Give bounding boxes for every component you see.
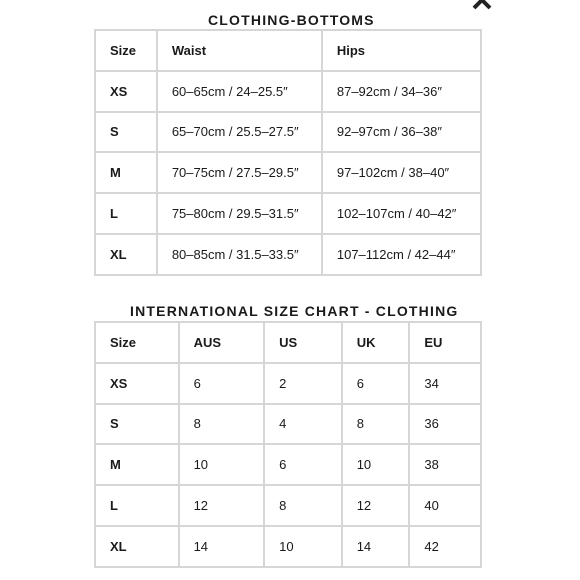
hips-cell: 97–102cm / 38–40″ bbox=[322, 152, 481, 193]
us-cell: 8 bbox=[264, 485, 342, 526]
us-cell: 6 bbox=[264, 444, 342, 485]
size-cell: M bbox=[95, 444, 179, 485]
table-row bbox=[95, 152, 481, 193]
international-chart-title: INTERNATIONAL SIZE CHART - CLOTHING bbox=[130, 303, 459, 319]
table-row bbox=[95, 526, 481, 567]
size-cell: L bbox=[95, 193, 157, 234]
hips-cell: 87–92cm / 34–36″ bbox=[322, 71, 481, 112]
header-hips: Hips bbox=[322, 30, 481, 71]
table-row bbox=[95, 112, 481, 153]
bottoms-chart-title: CLOTHING-BOTTOMS bbox=[208, 12, 375, 28]
uk-cell: 8 bbox=[342, 404, 410, 445]
size-cell: L bbox=[95, 485, 179, 526]
eu-cell: 42 bbox=[409, 526, 481, 567]
uk-cell: 14 bbox=[342, 526, 410, 567]
eu-cell: 36 bbox=[409, 404, 481, 445]
aus-cell: 14 bbox=[179, 526, 265, 567]
aus-cell: 8 bbox=[179, 404, 265, 445]
size-cell: S bbox=[95, 112, 157, 153]
hips-cell: 92–97cm / 36–38″ bbox=[322, 112, 481, 153]
aus-cell: 12 bbox=[179, 485, 265, 526]
size-cell: XL bbox=[95, 234, 157, 275]
table-row bbox=[95, 234, 481, 275]
close-icon[interactable] bbox=[470, 0, 494, 12]
header-us: US bbox=[264, 322, 342, 363]
table-row bbox=[95, 485, 481, 526]
eu-cell: 34 bbox=[409, 363, 481, 404]
table-header-row bbox=[95, 30, 481, 71]
aus-cell: 6 bbox=[179, 363, 265, 404]
header-uk: UK bbox=[342, 322, 410, 363]
waist-cell: 65–70cm / 25.5–27.5″ bbox=[157, 112, 322, 153]
table-row bbox=[95, 444, 481, 485]
table-row bbox=[95, 193, 481, 234]
us-cell: 2 bbox=[264, 363, 342, 404]
size-cell: XL bbox=[95, 526, 179, 567]
hips-cell: 102–107cm / 40–42″ bbox=[322, 193, 481, 234]
table-row bbox=[95, 404, 481, 445]
table-header-row bbox=[95, 322, 481, 363]
header-waist: Waist bbox=[157, 30, 322, 71]
table-row bbox=[95, 363, 481, 404]
hips-cell: 107–112cm / 42–44″ bbox=[322, 234, 481, 275]
waist-cell: 75–80cm / 29.5–31.5″ bbox=[157, 193, 322, 234]
waist-cell: 60–65cm / 24–25.5″ bbox=[157, 71, 322, 112]
aus-cell: 10 bbox=[179, 444, 265, 485]
uk-cell: 6 bbox=[342, 363, 410, 404]
size-cell: XS bbox=[95, 71, 157, 112]
size-cell: XS bbox=[95, 363, 179, 404]
header-size: Size bbox=[95, 322, 179, 363]
us-cell: 4 bbox=[264, 404, 342, 445]
bottoms-size-table bbox=[94, 29, 482, 276]
waist-cell: 80–85cm / 31.5–33.5″ bbox=[157, 234, 322, 275]
table-row bbox=[95, 71, 481, 112]
uk-cell: 10 bbox=[342, 444, 410, 485]
eu-cell: 40 bbox=[409, 485, 481, 526]
header-aus: AUS bbox=[179, 322, 265, 363]
waist-cell: 70–75cm / 27.5–29.5″ bbox=[157, 152, 322, 193]
header-eu: EU bbox=[409, 322, 481, 363]
size-cell: M bbox=[95, 152, 157, 193]
us-cell: 10 bbox=[264, 526, 342, 567]
eu-cell: 38 bbox=[409, 444, 481, 485]
header-size: Size bbox=[95, 30, 157, 71]
international-size-table bbox=[94, 321, 482, 568]
uk-cell: 12 bbox=[342, 485, 410, 526]
size-cell: S bbox=[95, 404, 179, 445]
